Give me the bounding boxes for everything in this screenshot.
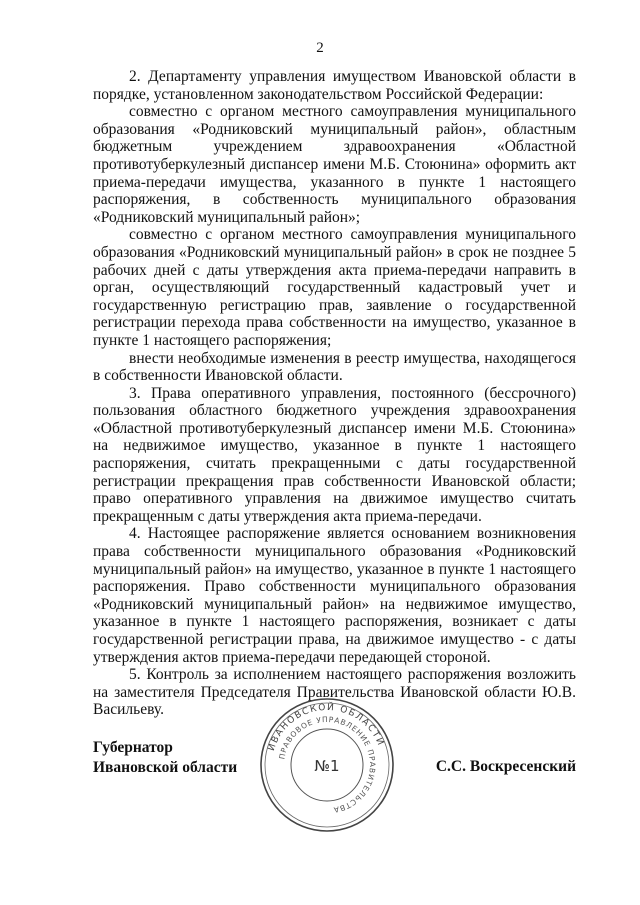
paragraph-2-item-2: совместно с органом местного самоуправления муниципального образования «Родниковский муниципальный район» в срок не позднее 5 рабочих дней с даты утверждения акта приема-передачи направить в орган, осуществляющий государственный кадастровый учет и государственную регистрацию прав, заявление о государственной регистрации перехода права собственности на имущество, указанное в пункте 1 настоящего распоряжения;	[93, 226, 576, 349]
paragraph-2-item-1: совместно с органом местного самоуправления муниципального образования «Родниковский муниципальный район», областным бюджетным учреждением здравоохранения «Областной противотуберкулезный диспансер имени М.Б. Стоюнина» оформить акт приема-передачи имущества, указанного в пункте 1 настоящего распоряжения, в собственность муниципального образования «Родниковский муниципальный район»;	[93, 103, 576, 226]
document-body	[93, 68, 576, 719]
paragraph-2-item-3: внести необходимые изменения в реестр имущества, находящегося в собственности Ивановской области.	[93, 349, 576, 385]
signature-position-line1: Губернатор	[93, 739, 173, 756]
paragraph-2: 2. Департаменту управления имуществом Ивановской области в порядке, установленном законодательством Российской Федерации:	[93, 68, 576, 103]
official-stamp	[257, 695, 397, 835]
signature-position-line2: Ивановской области	[93, 759, 238, 776]
stamp-inner-text: ПРАВОВОЕ УПРАВЛЕНИЕ ПРАВИТЕЛЬСТВА	[277, 714, 378, 815]
stamp-outer-text: ИВАНОВСКОЙ ОБЛАСТИ	[266, 702, 386, 753]
paragraph-3: 3. Права оперативного управления, постоянного (бессрочного) пользования областного бюджетного учреждения здравоохранения «Областной противотуберкулезный диспансер имени М.Б. Стоюнина» на недвижимое имущество, указанное в пункте 1 настоящего распоряжения, считать прекращенными с даты государственной регистрации прекращения прав собственности Ивановской области; право оперативного управления на движимое имущество считать прекращенным с даты утверждения акта приема-передачи.	[93, 384, 576, 525]
signature-name: С.С. Воскресенский	[435, 758, 576, 775]
paragraph-4: 4. Настоящее распоряжение является основанием возникновения права собственности муниципального образования «Родниковский муниципальный район» на имущество, указанное в пункте 1 настоящего распоряжения. Право собственности муниципального образования «Родниковский муниципальный район» на недвижимое имущество, указанное в пункте 1 настоящего распоряжения, возникает с даты государственной регистрации права, на движимое имущество - с даты утверждения актов приема-передачи передающей стороной.	[93, 525, 576, 666]
stamp-number: №1	[314, 757, 340, 775]
signature-position	[93, 738, 237, 778]
page-number: 2	[316, 40, 324, 56]
paragraph-5: 5. Контроль за исполнением настоящего распоряжения возложить на заместителя Председателя Правительства Ивановской области Ю.В. Васильеву.	[93, 666, 576, 719]
